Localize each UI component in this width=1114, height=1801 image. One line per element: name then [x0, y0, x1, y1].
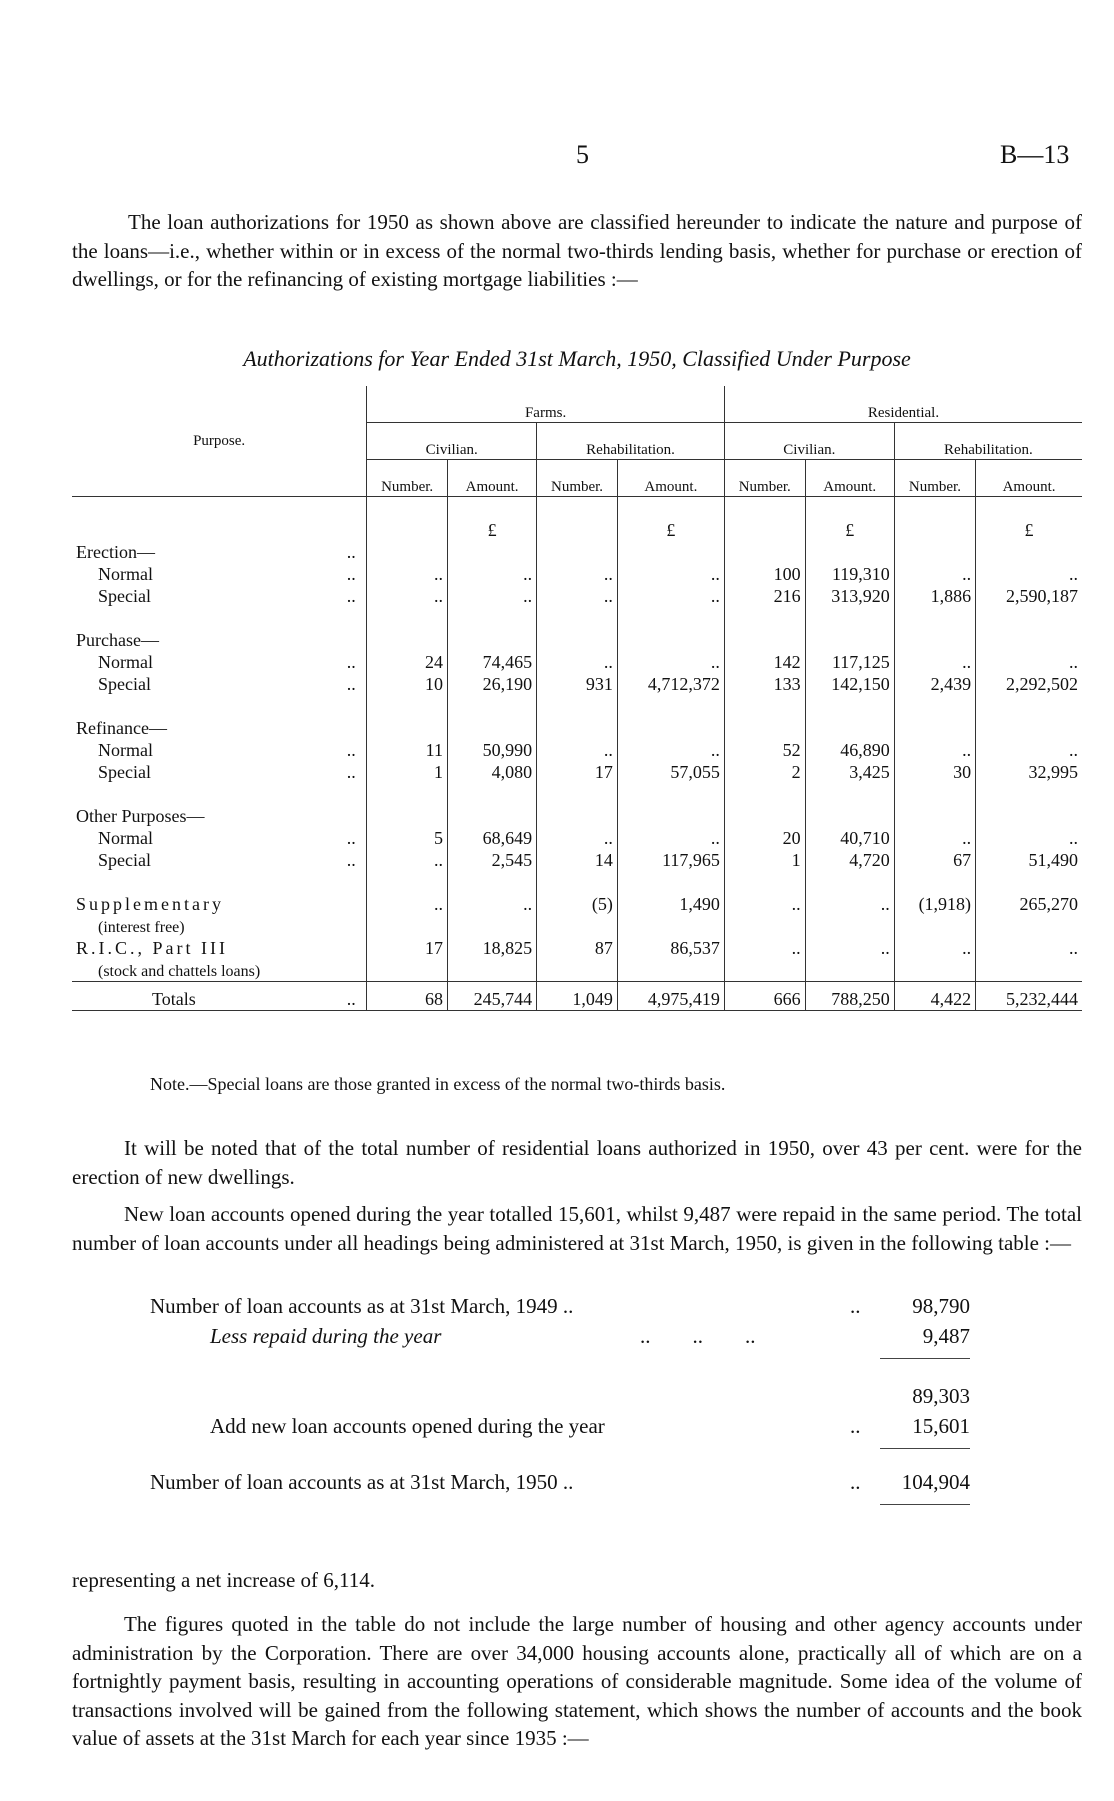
pound-sign: £: [805, 519, 894, 541]
number-header: Number.: [724, 460, 805, 497]
purpose-header: Purpose.: [72, 386, 367, 497]
table-row: Normal .. .. .. .. .. 100 119,310 .. ..: [72, 563, 1082, 585]
number-header: Number.: [537, 460, 618, 497]
table-row: Normal .. 24 74,465 .. .. 142 117,125 .. ..: [72, 651, 1082, 673]
calc-line-1950: Number of loan accounts as at 31st March, 1950 .. .. 104,904: [150, 1470, 970, 1494]
paragraph-agency-accounts: The figures quoted in the table do not include the large number of housing and other agency accounts under administration by the Corporation. There are over 34,000 housing accounts alone, practically all of which are on a fortnightly payment basis, resulting in accounting operations of considerable magnitude. Some idea of the volume of transactions involved will be gained from the following statement, which shows the number of accounts and the book value of assets at the 31st March for each year since 1935 :—: [72, 1612, 1082, 1750]
calc-line-repaid: Less repaid during the year .. .. .. 9,487: [210, 1324, 970, 1348]
accounts-calculation: [150, 1294, 970, 1554]
authorizations-table: Purpose. Farms. Residential. Civilian. Rehabilitation. Civilian. Rehabilitation. Number. Amount. Number. Amount. Number. Amount. Number. Amount. £ £ £ £ Erection— .. Normal .. .. .. .. .. 100 119,310 .. .. Special .. .. .. .. .. 216 313,920 1,886 2,590,187 Purchase— Normal .. 24 74,465 .. .. 142 117,125 .. .. Special .. 10 26,190 931 4,712,372 133 142,150 2,439 2,292,502 Refinance— Normal .. 11 50,990 .. .. 52 46,890 .. .. Special .. 1 4,080 17 57,055 2 3,425 30 32,995 Other Purposes— Normal .. 5 68,649 .. .. 20 40,710 .. .. Special .. .. 2,545 14 117,965 1 4,720 67 51,490 Supplementary .. .. (5) 1,490 .. .. (1,918) 265,270 (interest free) R.I.C., Part III 17 18,825 87 86,537 .. .. .. .. (stock and chattels loans) Totals .. 68 245,744 1,049 4,975,419 666 788,250 4,422 5,232,444: [72, 386, 1082, 1011]
calc-line-1949: Number of loan accounts as at 31st March, 1949 .. .. 98,790: [150, 1294, 970, 1318]
farms-rehabilitation-header: Rehabilitation.: [537, 423, 725, 460]
residential-rehabilitation-header: Rehabilitation.: [894, 423, 1082, 460]
totals-row: Totals .. 68 245,744 1,049 4,975,419 666 788,250 4,422 5,232,444: [72, 982, 1082, 1011]
farms-civilian-header: Civilian.: [367, 423, 537, 460]
table-row: Normal .. 5 68,649 .. .. 20 40,710 .. ..: [72, 827, 1082, 849]
intro-paragraph: The loan authorizations for 1950 as shown above are classified hereunder to indicate the nature and purpose of the loans—i.e., whether within or in excess of the normal two-thirds lending basis, whether for purchase or erection of dwellings, or for the refinancing of existing mortgage liabilities :—: [72, 210, 1082, 291]
table-row: Supplementary .. .. (5) 1,490 .. .. (1,918) 265,270: [72, 893, 1082, 915]
farms-header: Farms.: [367, 386, 725, 423]
residential-header: Residential.: [724, 386, 1082, 423]
number-header: Number.: [367, 460, 448, 497]
pound-sign: £: [617, 519, 724, 541]
number-header: Number.: [894, 460, 975, 497]
table-row: Special .. 1 4,080 17 57,055 2 3,425 30 32,995: [72, 761, 1082, 783]
residential-civilian-header: Civilian.: [724, 423, 894, 460]
amount-header: Amount.: [805, 460, 894, 497]
group-label: Erection—: [76, 542, 155, 562]
paragraph-net-increase: representing a net increase of 6,114.: [72, 1568, 376, 1592]
group-label: Other Purposes—: [76, 806, 205, 826]
table-note: Note.—Special loans are those granted in excess of the normal two-thirds basis.: [150, 1074, 726, 1094]
table-row: R.I.C., Part III 17 18,825 87 86,537 .. .. .. ..: [72, 937, 1082, 959]
group-label: Purchase—: [76, 630, 159, 650]
table-row: Normal .. 11 50,990 .. .. 52 46,890 .. ..: [72, 739, 1082, 761]
calc-line-new: Add new loan accounts opened during the year .. 15,601: [210, 1414, 970, 1438]
paragraph-residential: It will be noted that of the total number of residential loans authorized in 1950, over 43 per cent. were for the erection of new dwellings.: [72, 1136, 1082, 1189]
table-row: Special .. .. 2,545 14 117,965 1 4,720 67 51,490: [72, 849, 1082, 871]
page-number: 5: [576, 140, 589, 169]
paragraph-new-accounts: New loan accounts opened during the year totalled 15,601, whilst 9,487 were repaid in the same period. The total number of loan accounts under all headings being administered at 31st March, 1950, is given in the following table :—: [72, 1202, 1082, 1255]
pound-sign: £: [976, 519, 1082, 541]
amount-header: Amount.: [976, 460, 1082, 497]
calc-subtotal: 89,303: [912, 1384, 970, 1408]
amount-header: Amount.: [617, 460, 724, 497]
document-code: B—13: [1000, 140, 1070, 169]
amount-header: Amount.: [447, 460, 536, 497]
group-label: Refinance—: [76, 718, 167, 738]
table-row: Special .. .. .. .. .. 216 313,920 1,886 2,590,187: [72, 585, 1082, 607]
pound-sign: £: [447, 519, 536, 541]
table-row: Special .. 10 26,190 931 4,712,372 133 142,150 2,439 2,292,502: [72, 673, 1082, 695]
table-title: Authorizations for Year Ended 31st March, 1950, Classified Under Purpose: [243, 346, 911, 371]
